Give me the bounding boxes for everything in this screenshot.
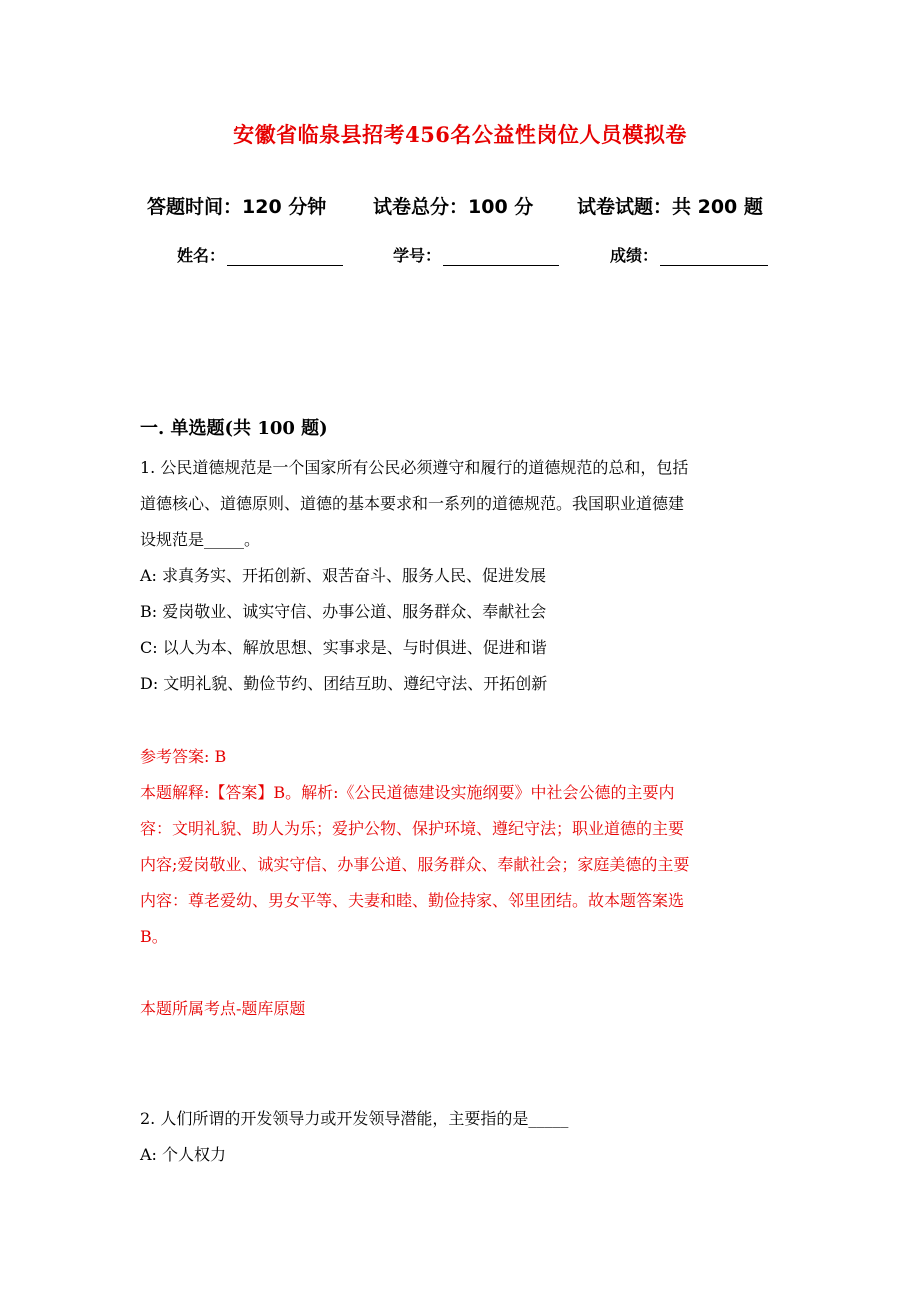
option-a: A: 个人权力 xyxy=(140,1145,227,1164)
score-label: 成绩： xyxy=(610,246,659,265)
knowledge-point-1: 本题所属考点-题库原题 xyxy=(140,999,306,1018)
option-a: A: 求真务实、开拓创新、艰苦奋斗、服务人民、促进发展 xyxy=(140,566,547,585)
option-b: B: 爱岗敬业、诚实守信、办事公道、服务群众、奉献社会 xyxy=(140,602,547,621)
score-field xyxy=(610,243,768,266)
exam-question-count: 试卷试题：共 200 题 xyxy=(577,196,763,218)
student-id-field xyxy=(393,243,559,266)
student-id-blank xyxy=(443,249,559,266)
exam-title: 安徽省临泉县招考456名公益性岗位人员模拟卷 xyxy=(233,122,687,147)
question-line: 1. 公民道德规范是一个国家所有公民必须遵守和履行的道德规范的总和，包括 xyxy=(140,458,689,477)
question-line: 2. 人们所谓的开发领导力或开发领导潜能，主要指的是_____ xyxy=(140,1109,569,1128)
explanation-line: 内容：尊老爱幼、男女平等、夫妻和睦、勤俭持家、邻里团结。故本题答案选 xyxy=(140,891,685,910)
answer-block-1 xyxy=(140,739,780,955)
student-id-label: 学号： xyxy=(393,246,442,265)
exam-time: 答题时间：120 分钟 xyxy=(147,196,327,218)
question-2 xyxy=(140,1101,780,1173)
section-title: 一. 单选题(共 100 题) xyxy=(140,418,328,439)
question-1 xyxy=(140,450,780,702)
name-blank xyxy=(227,249,343,266)
explanation-line: 容：文明礼貌、助人为乐；爱护公物、保护环境、遵纪守法；职业道德的主要 xyxy=(140,819,685,838)
name-label: 姓名： xyxy=(177,246,226,265)
question-line: 设规范是_____。 xyxy=(140,530,261,549)
exam-total-score: 试卷总分：100 分 xyxy=(373,196,534,218)
option-d: D: 文明礼貌、勤俭节约、团结互助、遵纪守法、开拓创新 xyxy=(140,674,548,693)
name-field xyxy=(177,243,343,266)
option-c: C: 以人为本、解放思想、实事求是、与时俱进、促进和谐 xyxy=(140,638,547,657)
explanation-line: 本题解释:【答案】B。解析:《公民道德建设实施纲要》中社会公德的主要内 xyxy=(140,783,675,802)
explanation-line: B。 xyxy=(140,927,168,946)
score-blank xyxy=(660,249,768,266)
question-line: 道德核心、道德原则、道德的基本要求和一系列的道德规范。我国职业道德建 xyxy=(140,494,685,513)
explanation-line: 内容;爱岗敬业、诚实守信、办事公道、服务群众、奉献社会；家庭美德的主要 xyxy=(140,855,690,874)
reference-answer: 参考答案: B xyxy=(140,747,227,766)
